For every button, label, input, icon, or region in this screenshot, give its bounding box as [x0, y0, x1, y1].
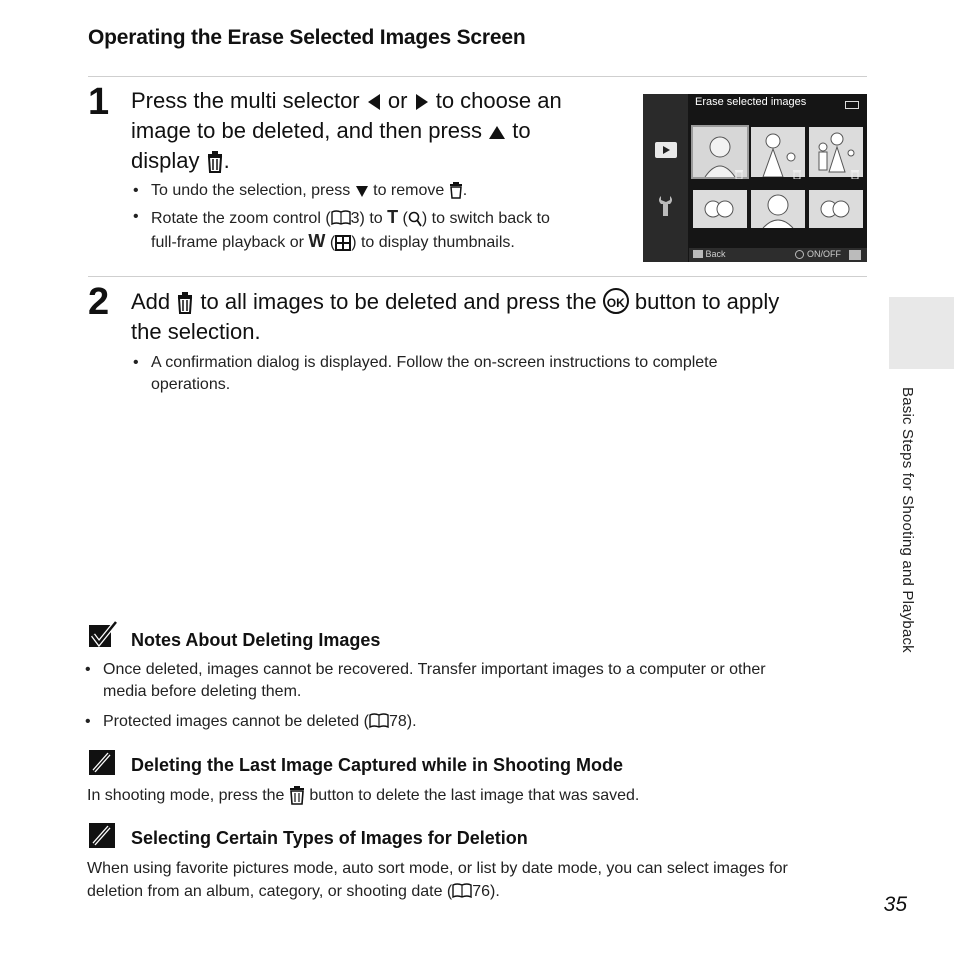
onoff-label — [795, 249, 841, 259]
step-2-text-b: to all images to be deleted and press the — [200, 289, 597, 314]
multi-selector-icon — [795, 250, 804, 259]
section-title: Operating the Erase Selected Images Screen — [88, 26, 526, 49]
step-2-text-d: the selection. — [131, 319, 261, 344]
notes-bullet-1 — [84, 659, 883, 703]
trash-icon — [176, 292, 194, 314]
tip-1-text — [87, 784, 867, 807]
trash-icon — [289, 786, 305, 805]
tip-text: When using favorite pictures mode, auto sort mode, or list by date mode, you can select images for — [87, 860, 788, 877]
bullet-text: A confirmation dialog is displayed. Follow the on-screen instructions to complete — [151, 354, 718, 371]
bullet-text: operations. — [151, 376, 231, 393]
bullet-text: media before deleting them. — [103, 683, 302, 700]
chapter-tab — [889, 297, 954, 369]
step-1-number: 1 — [88, 81, 110, 123]
bullet-text: 3) to — [350, 210, 383, 227]
ok-button-icon: OK — [603, 288, 629, 314]
trash-icon — [206, 151, 224, 173]
wide-key-label: W — [308, 231, 326, 251]
portrait-image-icon — [751, 190, 805, 228]
trash-mark-icon — [850, 169, 860, 179]
bullet-text: Once deleted, images cannot be recovered. Transfer important images to a computer or other — [103, 661, 766, 678]
back-label — [693, 249, 726, 259]
book-reference-icon — [452, 883, 472, 898]
screen-sidebar — [643, 94, 688, 262]
step-2-text-a: Add — [131, 289, 171, 314]
notes-title: Notes About Deleting Images — [131, 630, 381, 650]
group-image-icon — [693, 190, 747, 228]
step-1-bullet-2: • Rotate the zoom control ( 3) to T ( ) to switch back to full-frame playback or W ( ) to display thumbnails. — [132, 206, 631, 254]
tip-text: In shooting mode, press the — [87, 787, 285, 804]
step-2-instruction — [131, 287, 861, 347]
step-2-number: 2 — [88, 281, 110, 323]
zoom-icon — [849, 250, 861, 260]
top-divider — [88, 76, 867, 77]
thumbnail-4 — [693, 190, 747, 228]
step-1-instruction: Press the multi selector or to choose an image to be deleted, and then press to display . — [131, 88, 562, 173]
trash-icon — [449, 182, 463, 199]
pencil-note-icon — [88, 822, 118, 849]
bullet-text: to remove — [373, 182, 445, 199]
menu-button-icon — [693, 250, 703, 258]
step-1-text-a: Press the multi selector — [131, 88, 360, 113]
screen-footer — [689, 248, 867, 262]
bullet-text: To undo the selection, press — [151, 182, 351, 199]
page-number: 35 — [883, 893, 907, 916]
magnify-icon — [408, 211, 422, 227]
step-1-bullet-1: • To undo the selection, press to remove . — [132, 180, 631, 202]
caution-check-icon — [88, 621, 118, 649]
thumbnail-6 — [809, 190, 863, 228]
step-1-text-b: or — [387, 88, 408, 113]
bullet-text: full-frame playback or — [151, 234, 304, 251]
thumbnail-5 — [751, 190, 805, 228]
battery-icon — [845, 101, 859, 109]
chapter-label: Basic Steps for Shooting and Playback — [899, 387, 916, 653]
bullet-text: ) to switch back to — [421, 210, 550, 227]
bullet-text: Rotate the zoom control ( — [151, 210, 331, 227]
trash-mark-icon — [734, 169, 744, 179]
book-reference-icon — [331, 210, 351, 225]
wrench-icon — [655, 194, 677, 218]
step-1-text-c: to choose an — [435, 88, 562, 113]
tip-1-title: Deleting the Last Image Captured while in Shooting Mode — [131, 755, 624, 775]
step-2-text-c: button to apply — [634, 289, 780, 314]
book-reference-icon — [369, 713, 389, 728]
screen-header: Erase selected images — [695, 96, 807, 108]
tip-text: deletion from an album, category, or shooting date ( — [87, 883, 453, 900]
bullet-text: ) to display thumbnails. — [351, 234, 515, 251]
pencil-note-icon — [88, 749, 118, 776]
group-image-icon — [809, 190, 863, 228]
tele-key-label: T — [387, 207, 399, 227]
down-arrow-icon — [355, 184, 369, 198]
step-divider — [88, 276, 867, 277]
tip-2-title: Selecting Certain Types of Images for Deletion — [131, 828, 528, 848]
tip-text: 76). — [472, 883, 500, 900]
bullet-text: Protected images cannot be deleted ( — [103, 713, 369, 730]
right-arrow-icon — [414, 93, 430, 111]
playback-mode-icon — [655, 142, 677, 158]
notes-bullet-2 — [84, 711, 883, 733]
step-1-text-f: display — [131, 148, 200, 173]
tip-2-text — [87, 857, 877, 903]
camera-screen-illustration — [643, 94, 867, 262]
trash-mark-icon — [792, 169, 802, 179]
back-text: Back — [705, 249, 726, 259]
step-1-text-d: image to be deleted, and then press — [131, 118, 483, 143]
tip-text: button to delete the last image that was saved. — [309, 787, 640, 804]
thumbnail-grid-icon — [335, 235, 351, 251]
step-1-text-e: to — [512, 118, 531, 143]
left-arrow-icon — [366, 93, 382, 111]
step-2-bullet-1 — [132, 352, 851, 396]
up-arrow-icon — [488, 124, 506, 140]
onoff-text: ON/OFF — [807, 249, 841, 259]
bullet-text: 78). — [388, 713, 417, 730]
